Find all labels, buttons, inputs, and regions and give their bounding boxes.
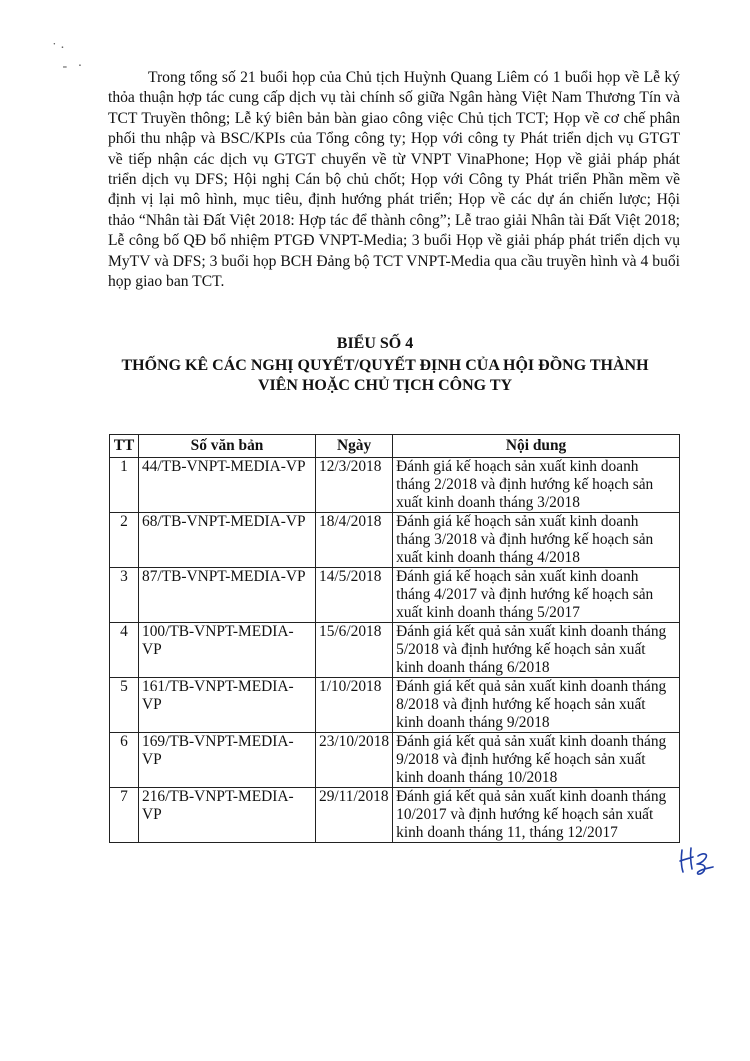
cell-noi-dung: Đánh giá kết quả sản xuất kinh doanh tháng 9/2018 và định hướng kế hoạch sản xuất kinh doanh tháng 10/2018 — [393, 733, 680, 788]
cell-ngay: 12/3/2018 — [316, 458, 393, 513]
cell-so-van-ban: 169/TB-VNPT-MEDIA-VP — [139, 733, 316, 788]
cell-tt: 6 — [110, 733, 139, 788]
form-title: THỐNG KÊ CÁC NGHỊ QUYẾT/QUYẾT ĐỊNH CỦA HỘI ĐỒNG THÀNH VIÊN HOẶC CHỦ TỊCH CÔNG TY — [121, 357, 649, 394]
table-row — [110, 788, 680, 843]
intro-paragraph: Trong tổng số 21 buổi họp của Chủ tịch Huỳnh Quang Liêm có 1 buổi họp về Lễ ký thỏa thuận hợp tác cung cấp dịch vụ tài chính số giữa Ngân hàng Việt Nam Thương Tín và TCT Truyền thông; Lễ ký biên bản bàn giao công việc Chủ tịch TCT; Họp về cơ chế phân phối thu nhập và BSC/KPIs của Tổng công ty; Họp với công ty Phát triển dịch vụ GTGT về tiếp nhận các dịch vụ GTGT chuyển về từ VNPT VinaPhone; Họp về giải pháp phát triển dịch vụ DFS; Hội nghị Cán bộ chủ chốt; Họp với Công ty Phát triển Phần mềm về định vị lại mô hình, mục tiêu, định hướng phát triển; Họp về các dự án chiến lược; Hội thảo “Nhân tài Đất Việt 2018: Hợp tác để thành công”; Lễ trao giải Nhân tài Đất Việt 2018; Lễ công bố QĐ bổ nhiệm PTGĐ VNPT-Media; 3 buổi Họp về giải pháp phát triển dịch vụ MyTV và DFS; 3 buổi họp BCH Đảng bộ TCT VNPT-Media qua cầu truyền hình và 4 buổi họp giao ban TCT. — [108, 69, 680, 291]
cell-ngay: 1/10/2018 — [316, 678, 393, 733]
cell-noi-dung: Đánh giá kế hoạch sản xuất kinh doanh tháng 2/2018 và định hướng kế hoạch sản xuất kinh doanh tháng 3/2018 — [393, 458, 680, 513]
cell-tt: 5 — [110, 678, 139, 733]
initials-stroke — [680, 848, 713, 874]
cell-noi-dung: Đánh giá kế hoạch sản xuất kinh doanh tháng 4/2017 và định hướng kế hoạch sản xuất kinh doanh tháng 5/2017 — [393, 568, 680, 623]
handwritten-initials — [676, 842, 716, 883]
form-label: BIỂU SỐ 4 — [336, 335, 414, 352]
table-row — [110, 733, 680, 788]
cell-tt: 2 — [110, 513, 139, 568]
cell-so-van-ban: 161/TB-VNPT-MEDIA-VP — [139, 678, 316, 733]
table-row — [110, 623, 680, 678]
table-row — [110, 513, 680, 568]
scan-specks: ˙ · - · — [52, 41, 83, 74]
cell-so-van-ban: 44/TB-VNPT-MEDIA-VP — [139, 458, 316, 513]
cell-noi-dung: Đánh giá kết quả sản xuất kinh doanh tháng 5/2018 và định hướng kế hoạch sản xuất kinh doanh tháng 6/2018 — [393, 623, 680, 678]
cell-tt: 4 — [110, 623, 139, 678]
cell-so-van-ban: 68/TB-VNPT-MEDIA-VP — [139, 513, 316, 568]
cell-ngay: 29/11/2018 — [316, 788, 393, 843]
cell-tt: 3 — [110, 568, 139, 623]
header-ngay: Ngày — [316, 435, 393, 458]
table-row — [110, 458, 680, 513]
header-tt: TT — [110, 435, 139, 458]
cell-tt: 7 — [110, 788, 139, 843]
cell-ngay: 14/5/2018 — [316, 568, 393, 623]
table-header-row — [110, 435, 680, 458]
cell-ngay: 15/6/2018 — [316, 623, 393, 678]
cell-noi-dung: Đánh giá kết quả sản xuất kinh doanh tháng 8/2018 và định hướng kế hoạch sản xuất kinh doanh tháng 9/2018 — [393, 678, 680, 733]
cell-ngay: 18/4/2018 — [316, 513, 393, 568]
table-row — [110, 568, 680, 623]
header-noi-dung: Nội dung — [393, 435, 680, 458]
cell-so-van-ban: 100/TB-VNPT-MEDIA-VP — [139, 623, 316, 678]
cell-noi-dung: Đánh giá kế hoạch sản xuất kinh doanh tháng 3/2018 và định hướng kế hoạch sản xuất kinh doanh tháng 4/2018 — [393, 513, 680, 568]
resolutions-table — [109, 434, 680, 843]
cell-so-van-ban: 216/TB-VNPT-MEDIA-VP — [139, 788, 316, 843]
header-so-van-ban: Số văn bản — [139, 435, 316, 458]
cell-so-van-ban: 87/TB-VNPT-MEDIA-VP — [139, 568, 316, 623]
cell-ngay: 23/10/2018 — [316, 733, 393, 788]
cell-noi-dung: Đánh giá kết quả sản xuất kinh doanh tháng 10/2017 và định hướng kế hoạch sản xuất kinh doanh tháng 11, tháng 12/2017 — [393, 788, 680, 843]
cell-tt: 1 — [110, 458, 139, 513]
table-row — [110, 678, 680, 733]
